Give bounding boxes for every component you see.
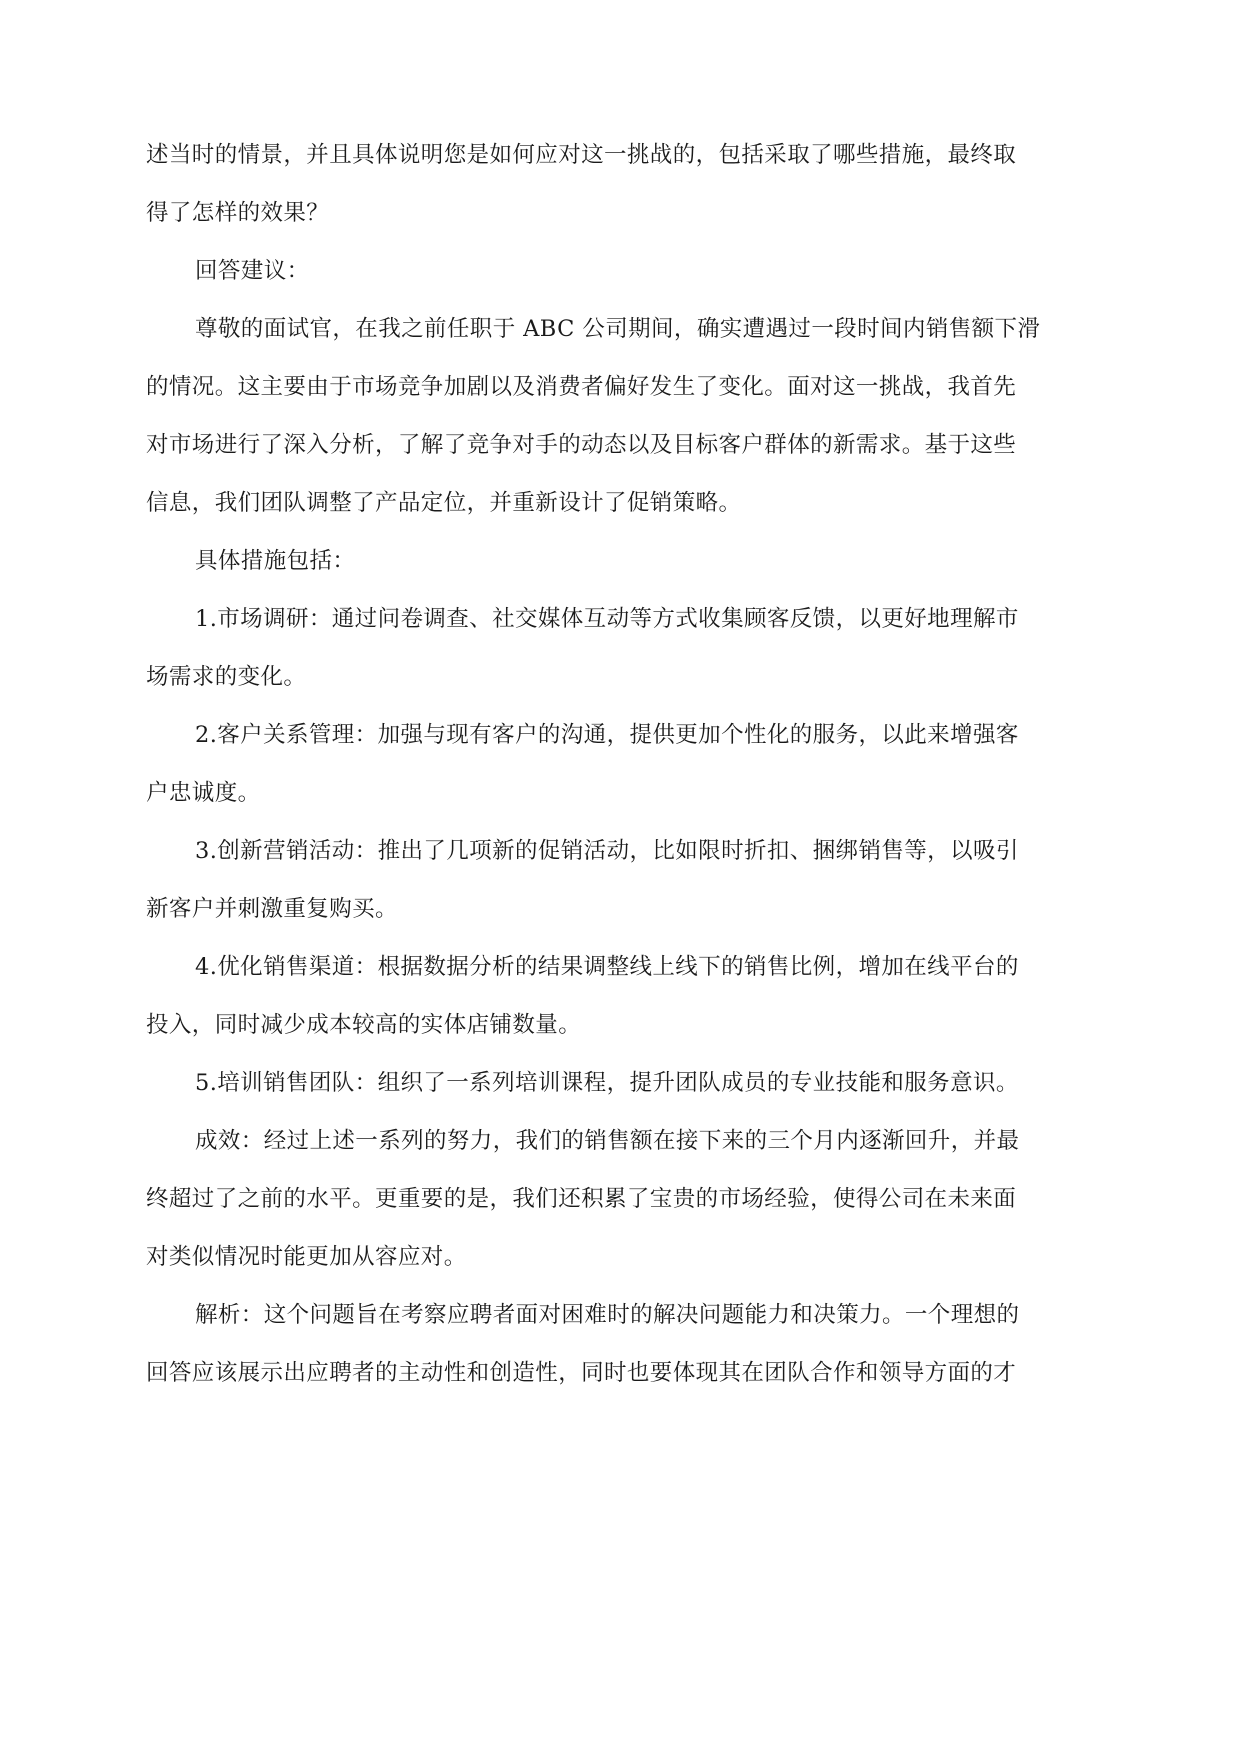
analysis-line-2: 回答应该展示出应聘者的主动性和创造性，同时也要体现其在团队合作和领导方面的才 <box>146 1360 1017 1386</box>
answer-intro-line-1: 尊敬的面试官，在我之前任职于 ABC 公司期间，确实遭遇过一段时间内销售额下滑 <box>195 316 1041 342</box>
answer-intro-line-4: 信息，我们团队调整了产品定位，并重新设计了促销策略。 <box>146 490 742 516</box>
answer-intro-line-3: 对市场进行了深入分析，了解了竞争对手的动态以及目标客户群体的新需求。基于这些 <box>146 432 1017 458</box>
answer-heading: 回答建议： <box>195 258 310 284</box>
measures-heading: 具体措施包括： <box>195 548 356 574</box>
measure-3-line-1: 3.创新营销活动：推出了几项新的促销活动，比如限时折扣、捆绑销售等，以吸引 <box>195 838 1019 864</box>
results-line-2: 终超过了之前的水平。更重要的是，我们还积累了宝贵的市场经验，使得公司在未来面 <box>146 1186 1017 1212</box>
measure-3-line-2: 新客户并刺激重复购买。 <box>146 896 398 922</box>
measure-4-line-1: 4.优化销售渠道：根据数据分析的结果调整线上线下的销售比例，增加在线平台的 <box>195 954 1019 980</box>
measure-5-line-1: 5.培训销售团队：组织了一系列培训课程，提升团队成员的专业技能和服务意识。 <box>195 1070 1019 1096</box>
question-line-2: 得了怎样的效果？ <box>146 200 330 226</box>
measure-4-line-2: 投入，同时减少成本较高的实体店铺数量。 <box>146 1012 582 1038</box>
analysis-line-1: 解析：这个问题旨在考察应聘者面对困难时的解决问题能力和决策力。一个理想的 <box>195 1302 1020 1328</box>
measure-1-line-1: 1.市场调研：通过问卷调查、社交媒体互动等方式收集顾客反馈，以更好地理解市 <box>195 606 1019 632</box>
measure-2-line-2: 户忠诚度。 <box>146 780 261 806</box>
measure-1-line-2: 场需求的变化。 <box>146 664 307 690</box>
question-line-1: 述当时的情景，并且具体说明您是如何应对这一挑战的，包括采取了哪些措施，最终取 <box>146 142 1017 168</box>
results-line-3: 对类似情况时能更加从容应对。 <box>146 1244 467 1270</box>
measure-2-line-1: 2.客户关系管理：加强与现有客户的沟通，提供更加个性化的服务，以此来增强客 <box>195 722 1019 748</box>
results-line-1: 成效：经过上述一系列的努力，我们的销售额在接下来的三个月内逐渐回升，并最 <box>195 1128 1020 1154</box>
answer-intro-line-2: 的情况。这主要由于市场竞争加剧以及消费者偏好发生了变化。面对这一挑战，我首先 <box>146 374 1017 400</box>
